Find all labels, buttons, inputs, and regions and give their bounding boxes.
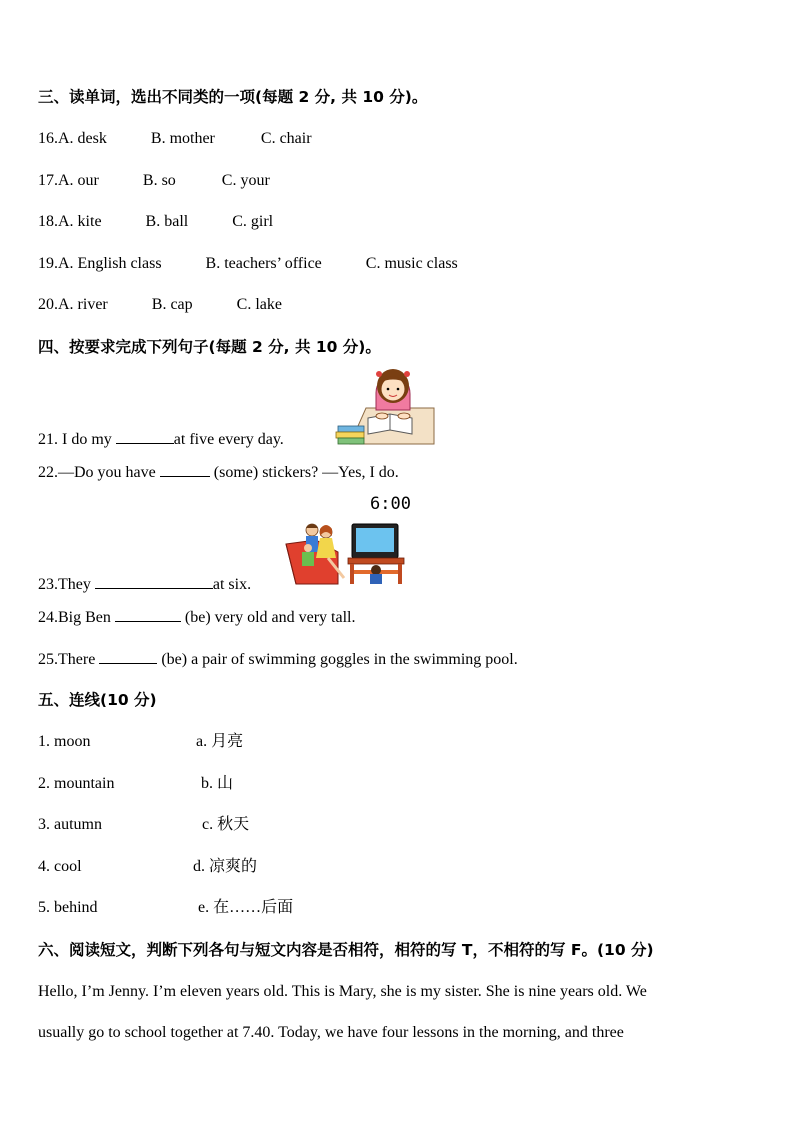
option-a: A. river (58, 296, 108, 313)
question-number: 17. (38, 172, 58, 189)
answer-blank[interactable] (116, 429, 174, 444)
section6-heading: 六、阅读短文，判断下列各句与短文内容是否相符，相符的写 T，不相符的写 F。(10 分) (38, 941, 654, 959)
question-20 (38, 295, 282, 315)
question-19 (38, 254, 458, 274)
family-watching-tv-illustration (282, 518, 408, 588)
sentence-end: (be) very old and very tall. (180, 609, 356, 626)
option-b: B. ball (145, 213, 189, 230)
match-left-2[interactable]: 2. mountain (38, 775, 115, 792)
option-c: C. lake (236, 296, 282, 313)
question-17 (38, 171, 270, 191)
sentence-end: (some) stickers? —Yes, I do. (209, 464, 399, 481)
match-left-1[interactable]: 1. moon (38, 733, 91, 750)
sentence-start: 24.Big Ben (38, 609, 115, 626)
match-left-4[interactable]: 4. cool (38, 858, 82, 875)
match-right-d[interactable]: d. 凉爽的 (193, 858, 258, 875)
answer-blank[interactable] (99, 649, 157, 664)
question-23 (38, 574, 251, 595)
match-right-c[interactable]: c. 秋天 (202, 816, 250, 833)
match-left-3[interactable]: 3. autumn (38, 816, 102, 833)
option-c: C. chair (260, 130, 312, 147)
option-b: B. so (142, 172, 176, 189)
question-number: 16. (38, 130, 58, 147)
sentence-start: 25.There (38, 651, 100, 668)
sentence-start: 21. I do my (38, 431, 116, 448)
passage-line-1: Hello, I’m Jenny. I’m eleven years old. This is Mary, she is my sister. She is nine years old. We (38, 983, 647, 1000)
sentence-start: 22.—Do you have (38, 464, 160, 481)
answer-blank[interactable] (95, 574, 213, 589)
option-a: A. our (58, 172, 99, 189)
option-b: B. cap (151, 296, 193, 313)
option-a: A. English class (58, 255, 162, 272)
sentence-end: at five every day. (173, 431, 284, 448)
question-number: 19. (38, 255, 58, 272)
answer-blank[interactable] (160, 462, 210, 477)
match-right-e[interactable]: e. 在……后面 (198, 899, 294, 916)
match-left-5[interactable]: 5. behind (38, 899, 98, 916)
question-18 (38, 212, 273, 232)
option-a: A. desk (58, 130, 107, 147)
sentence-start: 23.They (38, 576, 95, 593)
option-c: C. girl (232, 213, 274, 230)
question-21 (38, 429, 284, 450)
match-right-a[interactable]: a. 月亮 (196, 733, 244, 750)
question-24 (38, 607, 356, 628)
match-right-b[interactable]: b. 山 (201, 775, 234, 792)
option-c: C. your (221, 172, 270, 189)
question-number: 20. (38, 296, 58, 313)
sentence-end: (be) a pair of swimming goggles in the swimming pool. (157, 651, 518, 668)
section4-heading: 四、按要求完成下列句子(每题 2 分, 共 10 分)。 (38, 338, 381, 356)
clock-time-label: 6:00 (370, 494, 411, 514)
option-c: C. music class (365, 255, 458, 272)
girl-homework-illustration (330, 366, 442, 446)
option-b: B. teachers’ office (205, 255, 322, 272)
option-b: B. mother (150, 130, 215, 147)
question-25 (38, 649, 518, 670)
sentence-end: at six. (212, 576, 252, 593)
passage-line-2: usually go to school together at 7.40. Today, we have four lessons in the morning, and three (38, 1024, 624, 1041)
section3-heading: 三、读单词，选出不同类的一项(每题 2 分, 共 10 分)。 (38, 88, 428, 106)
answer-blank[interactable] (115, 607, 181, 622)
option-a: A. kite (58, 213, 102, 230)
question-22 (38, 462, 399, 483)
section5-heading: 五、连线(10 分) (38, 691, 157, 709)
question-number: 18. (38, 213, 58, 230)
question-16 (38, 129, 312, 149)
